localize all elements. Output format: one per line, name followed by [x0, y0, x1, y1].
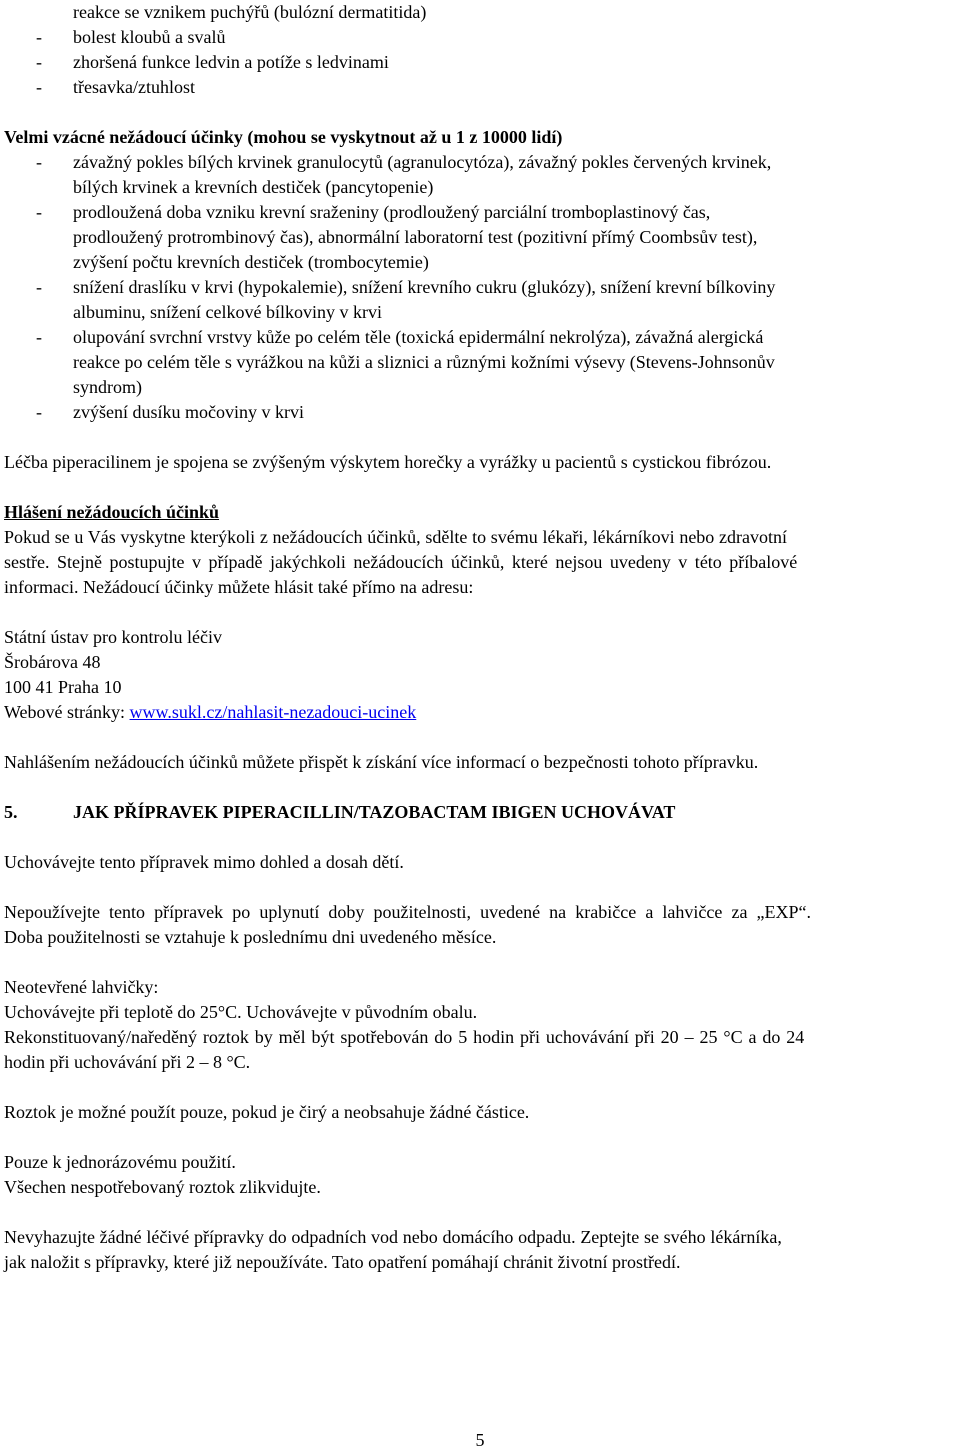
list-item-continuation: reakce se vznikem puchýřů (bulózní dermatitida) [73, 2, 427, 22]
bullet-dash: - [36, 402, 42, 422]
reporting-closing: Nahlášením nežádoucích účinků můžete přispět k získání více informací o bezpečnosti tohoto přípravku. [4, 752, 759, 772]
storage-line: hodin při uchovávání při 2 – 8 °C. [4, 1052, 251, 1072]
very-rare-heading: Velmi vzácné nežádoucí účinky (mohou se vyskytnout až u 1 z 10000 lidí) [4, 127, 563, 147]
bullet-dash: - [36, 152, 42, 172]
fever-note: Léčba piperacilinem je spojena se zvýšeným výskytem horečky a vyrážky u pacientů s cystickou fibrózou. [4, 452, 772, 472]
storage-line: Rekonstituovaný/naředěný roztok by měl být spotřebován do 5 hodin při uchovávání při 20 – 25 °C a do 24 [4, 1027, 805, 1047]
bullet-dash: - [36, 52, 42, 72]
reporting-line: informaci. Nežádoucí účinky můžete hlásit také přímo na adresu: [4, 577, 474, 597]
list-item: - třesavka/ztuhlost [4, 75, 956, 100]
storage-line: Neotevřené lahvičky: [4, 977, 159, 997]
reporting-heading: Hlášení nežádoucích účinků [4, 502, 220, 522]
list-item: - snížení draslíku v krvi (hypokalemie), snížení krevního cukru (glukózy), snížení krevní bílkoviny albuminu, snížení celkové bílkoviny v krvi [4, 275, 956, 325]
bullet-dash: - [36, 202, 42, 222]
list-item: - zhoršená funkce ledvin a potíže s ledvinami [4, 50, 956, 75]
disposal-line: jak naložit s přípravky, které již nepoužíváte. Tato opatření pomáhají chránit životní prostředí. [4, 1252, 681, 1272]
bullet-dash: - [36, 27, 42, 47]
list-item: - bolest kloubů a svalů [4, 25, 956, 50]
bullet-dash: - [36, 327, 42, 347]
website-line: Webové stránky: www.sukl.cz/nahlasit-nezadouci-ucinek [4, 702, 417, 722]
storage-line: Uchovávejte při teplotě do 25°C. Uchovávejte v původním obalu. [4, 1002, 478, 1022]
document-page [4, 0, 956, 1275]
list-item: - zvýšení dusíku močoviny v krvi [4, 400, 956, 425]
list-item: - olupování svrchní vrstvy kůže po celém těle (toxická epidermální nekrolýza), závažná alergická reakce po celém těle s vyrážkou na kůži a sliznici a různými kožními výsevy (Stevens-Johnsonův syndrom) [4, 325, 956, 400]
list-item: - závažný pokles bílých krvinek granulocytů (agranulocytóza), závažný pokles červených krvinek, bílých krvinek a krevních destiček (pancytopenie) [4, 150, 956, 200]
single-use-line: Všechen nespotřebovaný roztok zlikvidujte. [4, 1177, 321, 1197]
page-number: 5 [475, 1430, 485, 1450]
sukl-report-link[interactable]: www.sukl.cz/nahlasit-nezadouci-ucinek [129, 702, 417, 722]
disposal-line: Nevyhazujte žádné léčivé přípravky do odpadních vod nebo domácího odpadu. Zeptejte se svého lékárníka, [4, 1227, 782, 1247]
bullet-dash: - [36, 277, 42, 297]
list-item: - prodloužená doba vzniku krevní sraženiny (prodloužený parciální tromboplastinový čas, prodloužený protrombinový čas), abnormální laboratorní test (pozitivní přímý Coombsův test), zvýšení počtu krevních destiček (trombocytemie) [4, 200, 956, 275]
address-line: Státní ústav pro kontrolu léčiv [4, 627, 222, 647]
expiry-line: Nepoužívejte tento přípravek po uplynutí doby použitelnosti, uvedené na krabičce a lahvičce za „EXP“. [4, 902, 812, 922]
section-number: 5. [4, 802, 18, 822]
storage-paragraph: Uchovávejte tento přípravek mimo dohled a dosah dětí. [4, 852, 404, 872]
solution-note: Roztok je možné použít pouze, pokud je čirý a neobsahuje žádné částice. [4, 1102, 530, 1122]
reporting-line: Pokud se u Vás vyskytne kterýkoli z nežádoucích účinků, sdělte to svému lékaři, lékárníkovi nebo zdravotní [4, 527, 787, 547]
section-title: JAK PŘÍPRAVEK PIPERACILLIN/TAZOBACTAM IBIGEN UCHOVÁVAT [73, 802, 676, 822]
single-use-line: Pouze k jednorázovému použití. [4, 1152, 236, 1172]
bullet-dash: - [36, 77, 42, 97]
reporting-line: sestře. Stejně postupujte v případě jakýchkoli nežádoucích účinků, které nejsou uvedeny v této příbalové [4, 552, 798, 572]
section-5-heading [4, 800, 956, 825]
address-line: Šrobárova 48 [4, 652, 101, 672]
expiry-line: Doba použitelnosti se vztahuje k poslednímu dni uvedeného měsíce. [4, 927, 497, 947]
address-line: 100 41 Praha 10 [4, 677, 122, 697]
